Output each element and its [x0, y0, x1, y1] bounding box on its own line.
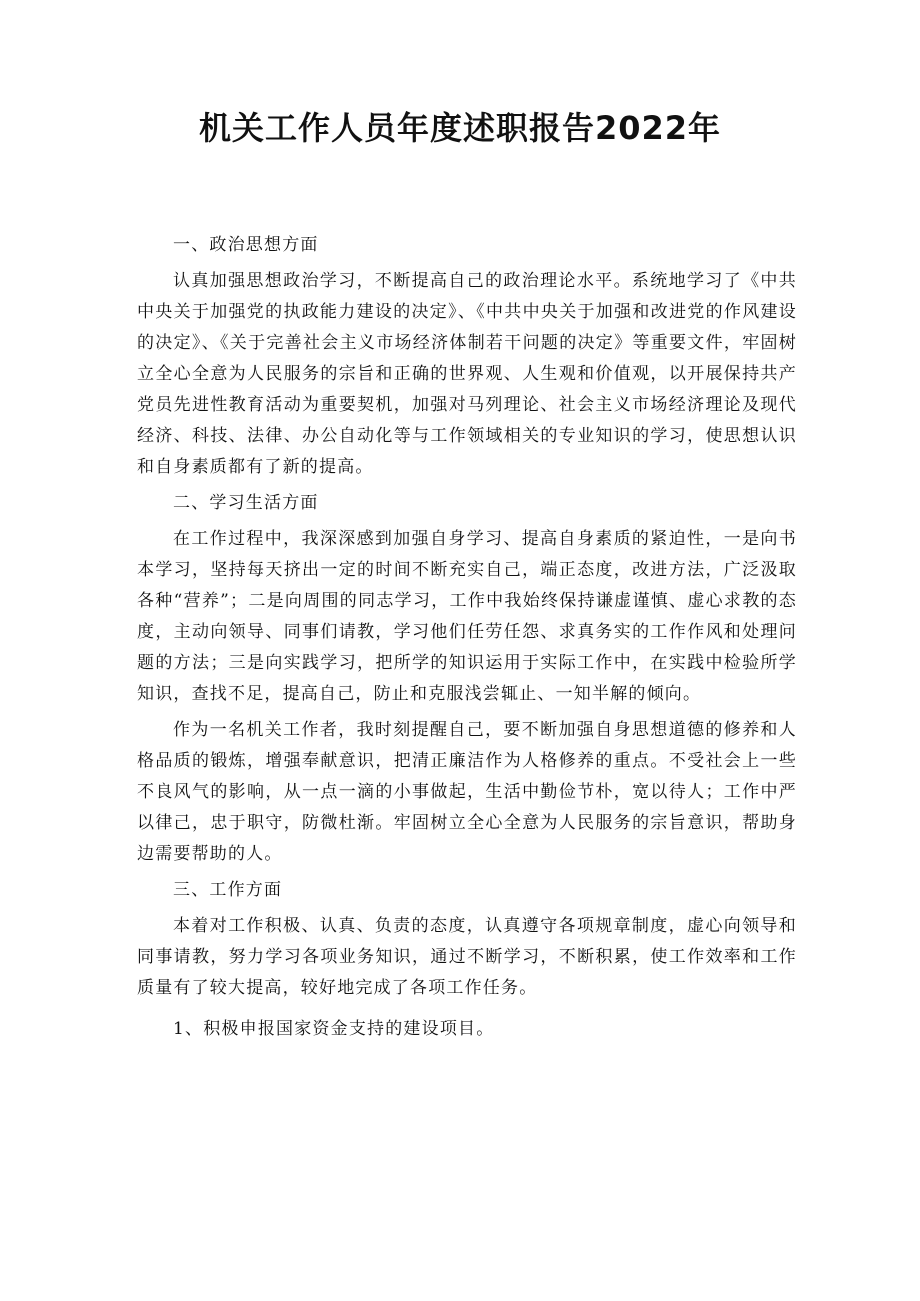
- section-heading-work: 三、工作方面: [173, 880, 283, 900]
- paragraph-study: 在工作过程中，我深深感到加强自身学习、提高自身素质的紧迫性，一是向书本学习，坚持每天挤出一定的时间不断充实自己，端正态度，改进方法，广泛汲取各种“营养”；二是向周围的同志学习，工作中我始终保持谦虚谨慎、虚心求教的态度，主动向领导、同事们请教，学习他们任劳任怨、求真务实的工作作风和处理问题的方法；三是向实践学习，把所学的知识运用于实际工作中，在实践中检验所学知识，查找不足，提高自己，防止和克服浅尝辄止、一知半解的倾向。: [137, 529, 797, 704]
- document-title: 机关工作人员年度述职报告2022年: [198, 109, 722, 147]
- document-body: [137, 230, 797, 1050]
- paragraph-conduct: 作为一名机关工作者，我时刻提醒自己，要不断加强自身思想道德的修养和人格品质的锻炼，增强奉献意识，把清正廉洁作为人格修养的重点。不受社会上一些不良风气的影响，从一点一滴的小事做起，生活中勤俭节朴，宽以待人；工作中严以律己，忠于职守，防微杜渐。牢固树立全心全意为人民服务的宗旨意识，帮助身边需要帮助的人。: [137, 720, 797, 864]
- section-heading-study-life: 二、学习生活方面: [173, 493, 319, 513]
- paragraph-work: 本着对工作积极、认真、负责的态度，认真遵守各项规章制度，虚心向领导和同事请教，努力学习各项业务知识，通过不断学习，不断积累，使工作效率和工作质量有了较大提高，较好地完成了各项工作任务。: [137, 916, 797, 998]
- list-item-project-application: 1、积极申报国家资金支持的建设项目。: [173, 1019, 495, 1039]
- paragraph-politics: 认真加强思想政治学习，不断提高自己的政治理论水平。系统地学习了《中共中央关于加强党的执政能力建设的决定》、《中共中央关于加强和改进党的作风建设的决定》、《关于完善社会主义市场经济体制若干问题的决定》等重要文件，牢固树立全心全意为人民服务的宗旨和正确的世界观、人生观和价值观，以开展保持共产党员先进性教育活动为重要契机，加强对马列理论、社会主义市场经济理论及现代经济、科技、法律、办公自动化等与工作领域相关的专业知识的学习，使思想认识和自身素质都有了新的提高。: [137, 271, 797, 477]
- section-heading-politics: 一、政治思想方面: [173, 235, 319, 255]
